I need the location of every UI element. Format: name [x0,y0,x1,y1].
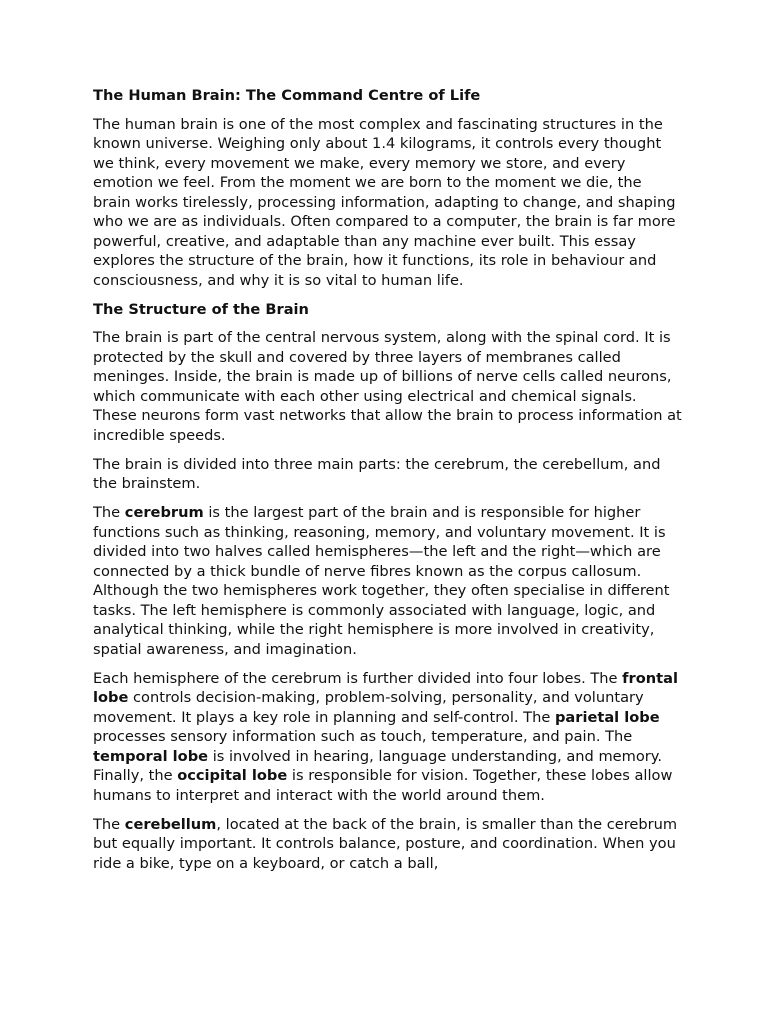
document-page [93,86,683,883]
bold-term-cerebrum: cerebrum [124,504,204,521]
bold-term-cerebellum: cerebellum [124,815,217,833]
bold-term-parietal-lobe: parietal lobe [554,708,660,726]
paragraph-cerebrum [93,503,683,659]
paragraph-cerebellum [93,815,683,874]
text-run: is the largest part of the brain and is responsible for higher functions such as thinking, reasoning, memory, and voluntary movement. It is divided into two halves called hemispheres—the left and the right—which are connected by a thick bundle of nerve fibres known as the corpus callosum. Although the two hemispheres work together, they often specialise in different tasks. The left hemisphere is commonly associated with language, logic, and analytical thinking, while the right hemisphere is more involved in creativity, spatial awareness, and imagination. [93,504,675,658]
intro-paragraph: The human brain is one of the most complex and fascinating structures in the known universe. Weighing only about 1.4 kilograms, it controls every thought we think, every movement we make, every memory we store, and every emotion we feel. From the moment we are born to the moment we die, the brain works tirelessly, processing information, adapting to change, and shaping who we are as individuals. Often compared to a computer, the brain is far more powerful, creative, and adaptable than any machine ever built. This essay explores the structure of the brain, how it functions, its role in behaviour and consciousness, and why it is so vital to human life. [93,115,676,289]
bold-term-occipital-lobe: occipital lobe [177,767,288,784]
text-run: controls decision-making, problem-solving, personality, and voluntary movement. It plays a key role in planning and self-control. The [93,689,649,726]
bold-term-frontal-lobe: frontal lobe [93,669,678,706]
section-heading-structure: The Structure of the Brain [93,300,309,318]
text-run: , located at the back of the brain, is smaller than the cerebrum but equally important. It controls balance, posture, and coordination. When you ride a bike, type on a keyboard, or catch a ball, [93,815,682,872]
paragraph-three-parts: The brain is divided into three main parts: the cerebrum, the cerebellum, and the brainstem. [93,455,661,492]
paragraph-nervous-system: The brain is part of the central nervous system, along with the spinal cord. It is protected by the skull and covered by three layers of membranes called meninges. Inside, the brain is made up of billions of nerve cells called neurons, which communicate with each other using electrical and chemical signals. These neurons form vast networks that allow the brain to process information at incredible speeds. [93,329,682,444]
text-run: Each hemisphere of the cerebrum is further divided into four lobes. The [93,669,623,687]
bold-term-temporal-lobe: temporal lobe [93,747,209,765]
text-run: processes sensory information such as touch, temperature, and pain. The [93,708,665,745]
text-run: is responsible for vision. Together, these lobes allow humans to interpret and interact with the world around them. [93,767,678,804]
text-run: The [93,504,125,521]
paragraph-lobes [93,669,683,806]
text-run: is involved in hearing, language understanding, and memory. Finally, the [93,747,667,784]
document-title: The Human Brain: The Command Centre of Life [93,87,481,104]
text-run: The [93,815,125,833]
